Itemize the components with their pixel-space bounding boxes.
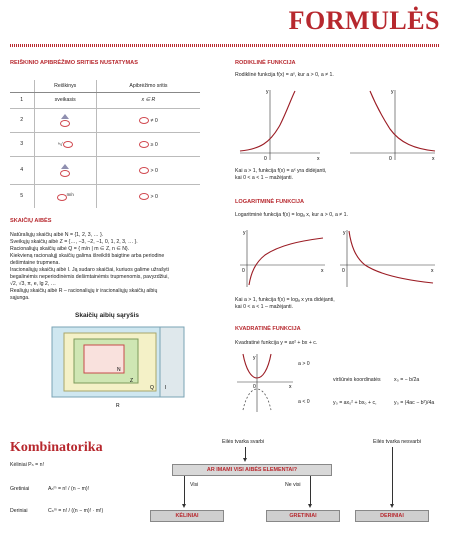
exp-axis-x-2: x: [432, 156, 435, 162]
exp-note: Kai a > 1, funkcija f(x) = aˣ yra didėjanti, kai 0 < a < 1 – mažėjanti.: [235, 168, 327, 181]
comb-label: Deriniai: [10, 508, 28, 514]
quad-a-neg: a < 0: [298, 399, 310, 405]
circle-icon: [60, 120, 70, 127]
domain-heading: REIŠKINIO APIBRĖŽIMO SRITIES NUSTATYMAS: [10, 60, 138, 66]
order-matters-label: Eilės tvarka svarbi: [222, 439, 265, 445]
row-num: 3: [10, 132, 34, 156]
quad-axis-y: y: [253, 355, 256, 361]
btn-arrangements: GRETINIAI: [266, 510, 340, 522]
row-num: 1: [10, 92, 34, 108]
quad-origin: 0: [253, 384, 256, 390]
log-curve-increasing: [249, 238, 323, 285]
circle-icon: [139, 167, 149, 174]
page-title: FORMULĖS: [288, 6, 440, 35]
triangle-icon: [61, 114, 69, 119]
row-domain: ≠ 0: [96, 108, 200, 132]
quad-a-pos: a > 0: [298, 361, 310, 367]
quad-graph: [235, 352, 295, 414]
exp-def: Rodiklinė funkcija f(x) = aˣ, kur a > 0, a ≠ 1.: [235, 72, 334, 78]
log-axis-y-2: y: [343, 230, 346, 236]
set-label-i: I: [165, 385, 167, 391]
vertex-y0: y₀ = ax₀² + bx₀ + c,: [333, 400, 377, 406]
log-origin-2: 0: [342, 268, 345, 274]
row-num: 2: [10, 108, 34, 132]
exp-axis-x: x: [317, 156, 320, 162]
triangle-icon: [61, 164, 69, 169]
vertex-label: viršūnės koordinatės: [333, 377, 381, 383]
yes-label: Visi: [190, 482, 199, 488]
log-axis-x: x: [321, 268, 324, 274]
arr-label: Gretiniai: [10, 486, 30, 492]
quad-heading: KVADRATINĖ FUNKCIJA: [235, 326, 301, 332]
log-axis-y: y: [243, 230, 246, 236]
row-num: 4: [10, 156, 34, 184]
log-axis-x-2: x: [431, 268, 434, 274]
numbers-heading: SKAIČIŲ AIBĖS: [10, 218, 52, 224]
row-domain: ≥ 0: [96, 132, 200, 156]
order-not-label: Eilės tvarka nesvarbi: [373, 439, 421, 445]
exp-curve-decreasing: [370, 91, 435, 151]
btn-combinations: DERINIAI: [355, 510, 429, 522]
log-def: Logaritminė funkcija f(x) = logₐ x, kur a > 0, a ≠ 1.: [235, 212, 348, 218]
row-domain: x ∈ R: [96, 92, 200, 108]
question-box: AR IMAMI VISI AIBĖS ELEMENTAI?: [172, 464, 332, 476]
row-expr: m/n: [34, 184, 96, 208]
row-domain: > 0: [96, 184, 200, 208]
circle-icon: [57, 194, 67, 201]
set-label-q: Q: [150, 385, 154, 391]
col-expr: Reiškinys: [34, 80, 96, 92]
set-label-z: Z: [130, 378, 134, 384]
set-label-r: R: [116, 403, 120, 409]
perm-formula: Kėliniai Pₙ = n!: [10, 462, 44, 468]
arr-formula: Aₙᵐ = n! / (n − m)!: [48, 486, 90, 492]
combinatorics-heading: Kombinatorika: [10, 440, 103, 455]
log-heading: LOGARITMINĖ FUNKCIJA: [235, 199, 304, 205]
exp-axis-y-2: y: [391, 89, 394, 95]
btn-permutations: KĖLINIAI: [150, 510, 224, 522]
comb-formula: Cₙᵐ = n! / ((n − m)! · m!): [48, 508, 104, 514]
col-domain: Apibrėžimo sritis: [96, 80, 200, 92]
no-label: Ne visi: [285, 482, 301, 488]
circle-icon: [63, 141, 73, 148]
circle-icon: [139, 117, 149, 124]
log-curve-decreasing: [349, 231, 433, 283]
set-label-n: N: [117, 367, 121, 373]
row-expr: [34, 156, 96, 184]
exp-origin: 0: [264, 156, 267, 162]
title-rule: [10, 44, 440, 47]
quad-def: Kvadratinė funkcija y = ax² + bx + c.: [235, 340, 318, 346]
log-graphs: [235, 225, 440, 290]
circle-icon: [139, 141, 149, 148]
exp-curve-increasing: [240, 91, 295, 151]
vertex-y0b: y₀ = (4ac − b²)/4a: [394, 400, 435, 406]
row-expr: [34, 108, 96, 132]
sets-diagram: [50, 325, 190, 409]
quad-axis-x: x: [289, 384, 292, 390]
exp-axis-y: y: [266, 89, 269, 95]
log-origin: 0: [242, 268, 245, 274]
row-expr: sveikasis: [34, 92, 96, 108]
domain-table: [10, 80, 200, 208]
circle-icon: [60, 170, 70, 177]
exp-graphs: [235, 85, 440, 165]
row-domain: > 0: [96, 156, 200, 184]
exp-origin-2: 0: [389, 156, 392, 162]
sets-diagram-title: Skaičių aibių sąryšis: [75, 312, 139, 319]
circle-icon: [139, 193, 149, 200]
col-num: [10, 80, 34, 92]
vertex-x0: x₀ = − b/2a: [394, 377, 420, 383]
log-note: Kai a > 1, funkcija f(x) = logₐ x yra didėjanti, kai 0 < a < 1 – mažėjanti.: [235, 297, 335, 310]
row-num: 5: [10, 184, 34, 208]
numbers-text: Natūraliųjų skaičių aibė N = {1, 2, 3, … }. Sveikųjų skaičių aibė Z = {…, −3, −2, −1, 0, 1, 2, 3, … }. Racionaliųjų skaičių aibė Q = { m/n | m ∈ Z, n ∈ N}. Kiekvieną racionalųjį skaičių galima išreikšti baigtine arba periodine dešimtaine trupmena. Iracionaliųjų skaičių aibė I. Ją sudaro skaičiai, kuriuos galime užrašyti begalinėmis neperiodinėmis dešimtainėmis trupmenomis, pavyzdžiui, √2, √3, π, e, lg 2, … Realiųjų skaičių aibė R – racionaliųjų ir iracionaliųjų skaičių aibių sąjunga.: [10, 232, 169, 301]
row-expr: ⁿ√: [34, 132, 96, 156]
exp-heading: RODIKLINĖ FUNKCIJA: [235, 60, 296, 66]
